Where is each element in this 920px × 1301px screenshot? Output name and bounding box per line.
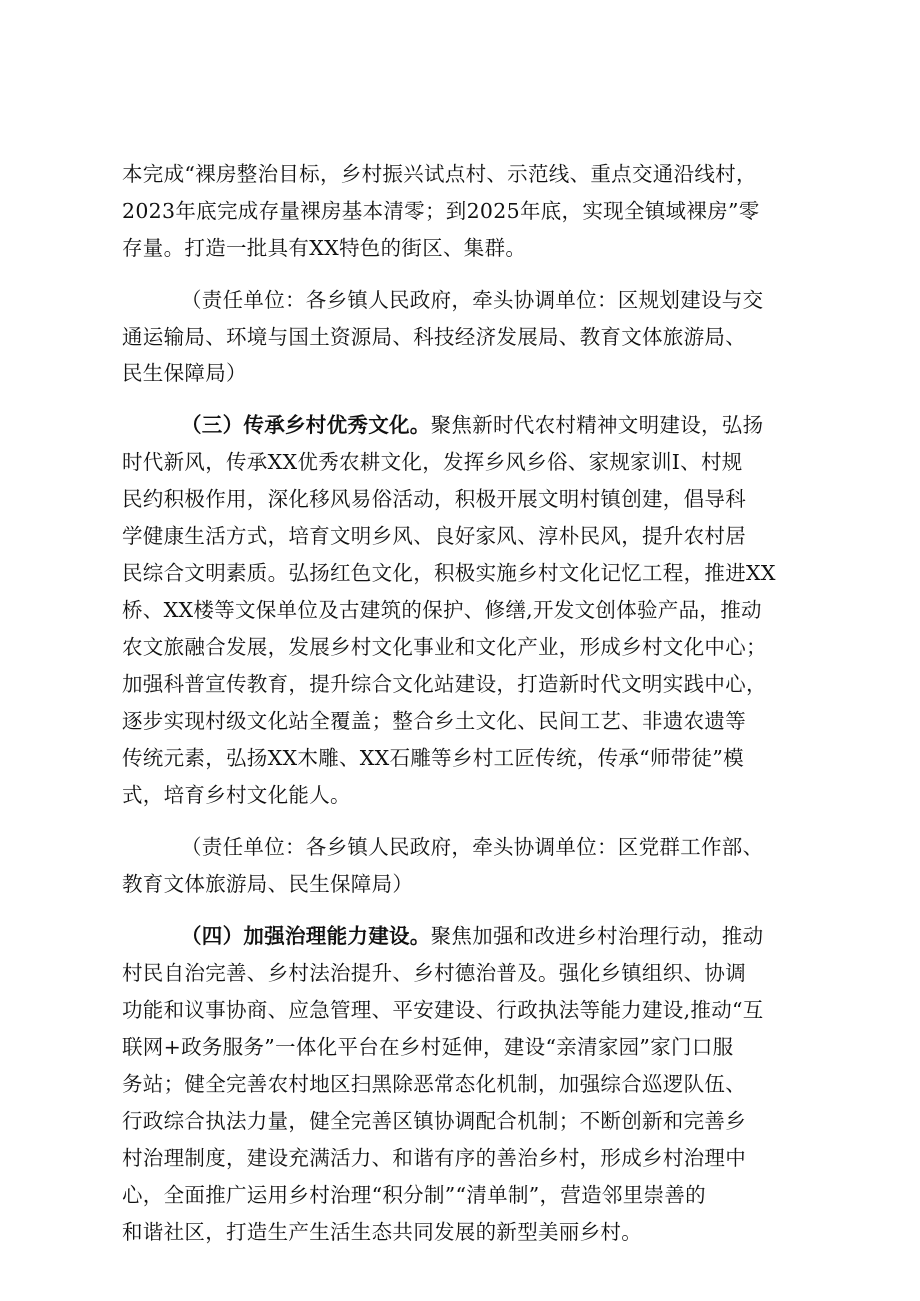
text-line: 加强科普宣传教育，提升综合文化站建设，打造新时代文明实践中心，	[122, 672, 767, 696]
text-line: 务站；健全完善农村地区扫黑除恶常态化机制，加强综合巡逻队伍、	[122, 1072, 746, 1096]
text-line: 民约积极作用，深化移风易俗活动，积极开展文明村镇创建，倡导科	[122, 487, 746, 511]
text-line: 行政综合执法力量，健全完善区镇协调配合机制；不断创新和完善乡	[122, 1109, 746, 1133]
text-line: 功能和议事协商、应急管理、平安建设、行政执法等能力建设,推动“互	[122, 998, 764, 1022]
text-line: 民综合文明素质。弘扬红色文化，积极实施乡村文化记忆工程，推进XX	[122, 561, 776, 585]
responsibility-note: 通运输局、环境与国土资源局、科技经济发展局、教育文体旅游局、	[122, 325, 746, 349]
responsibility-note: （责任单位：各乡镇人民政府，牵头协调单位：区规划建设与交	[181, 288, 764, 312]
section-3-heading: （三）传承乡村优秀文化。	[181, 413, 431, 437]
section-4-first-line	[181, 921, 763, 951]
text-line: 和谐社区，打造生产生活生态共同发展的新型美丽乡村。	[122, 1220, 642, 1244]
text-line: 学健康生活方式，培育文明乡风、良好家风、淳朴民风，提升农村居	[122, 524, 746, 548]
responsibility-note: 教育文体旅游局、民生保障局）	[122, 872, 414, 896]
text-line: 本完成“裸房整治目标，乡村振兴试点村、示范线、重点交通沿线村，	[122, 162, 757, 186]
text-line: 式，培育乡村文化能人。	[122, 783, 351, 807]
responsibility-note: （责任单位：各乡镇人民政府，牵头协调单位：区党群工作部、	[181, 835, 764, 859]
text-line: 存量。打造一批具有XX特色的街区、集群。	[122, 236, 527, 260]
text-line: 聚焦加强和改进乡村治理行动，推动	[430, 924, 764, 948]
text-line: 桥、XX楼等文保单位及古建筑的保护、修缮,开发文创体验产品，推动	[122, 598, 762, 622]
text-line: 时代新风，传承XX优秀农耕文化，发挥乡风乡俗、家规家训I、村规	[122, 450, 743, 474]
text-line: 村民自治完善、乡村法治提升、乡村德治普及。强化乡镇组织、协调	[122, 961, 746, 985]
text-line: 聚焦新时代农村精神文明建设，弘扬	[430, 413, 764, 437]
text-line: 联网+政务服务”一体化平台在乡村延伸，建设“亲清家园”家门口服	[122, 1035, 734, 1059]
section-3-first-line	[181, 410, 763, 440]
section-4-heading: （四）加强治理能力建设。	[181, 924, 431, 948]
text-line: 传统元素，弘扬XX木雕、XX石雕等乡村工匠传统，传承“师带徒”模	[122, 746, 744, 770]
text-line: 2023年底完成存量裸房基本清零；到2025年底，实现全镇域裸房”零	[122, 199, 760, 223]
text-line: 心，全面推广运用乡村治理“积分制”“清单制”，营造邻里崇善的	[122, 1183, 706, 1207]
text-line: 村治理制度，建设充满活力、和谐有序的善治乡村，形成乡村治理中	[122, 1146, 746, 1170]
text-line: 农文旅融合发展，发展乡村文化事业和文化产业，形成乡村文化中心；	[122, 635, 767, 659]
responsibility-note: 民生保障局）	[122, 361, 247, 385]
text-line: 逐步实现村级文化站全覆盖；整合乡土文化、民间工艺、非遗农遗等	[122, 709, 746, 733]
